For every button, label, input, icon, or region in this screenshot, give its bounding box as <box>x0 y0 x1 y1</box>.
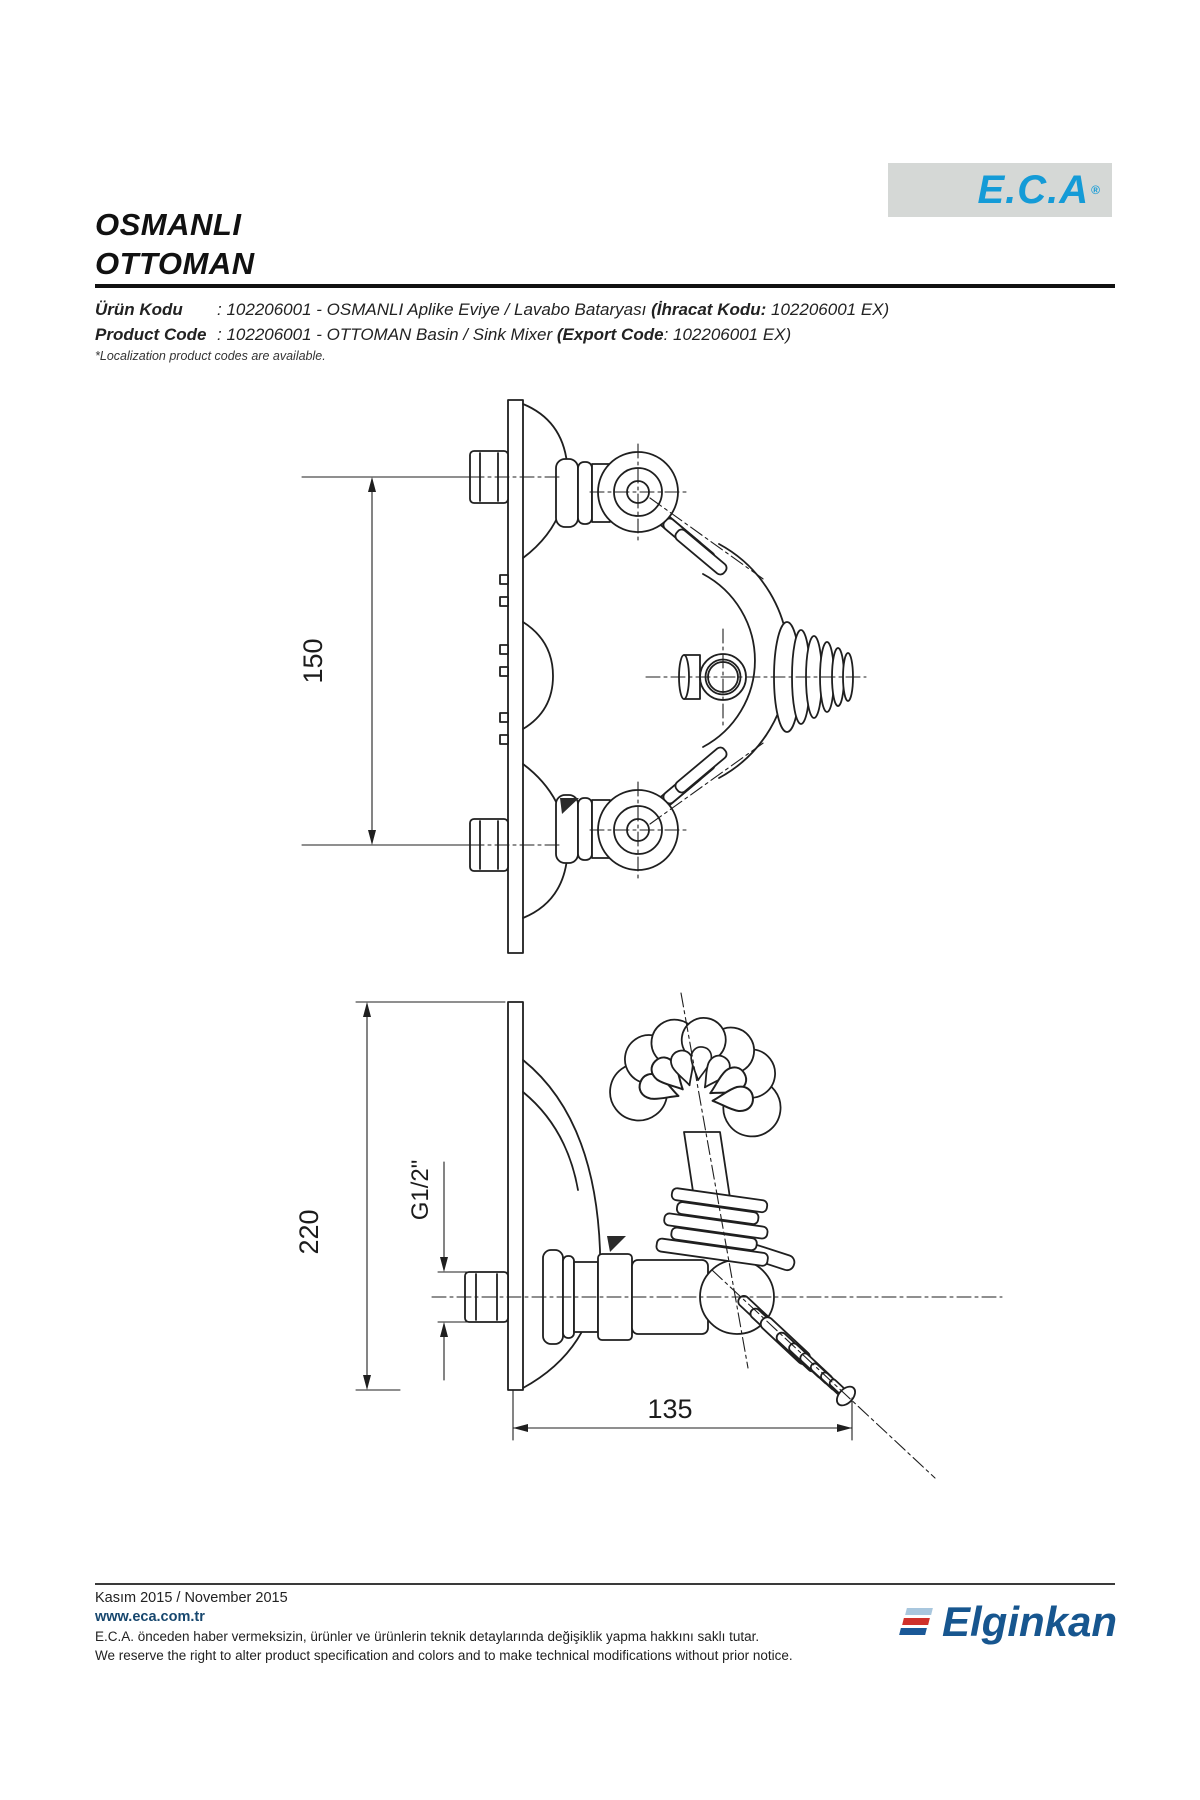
footer-website-link[interactable]: www.eca.com.tr <box>95 1609 205 1625</box>
export-code-value-tr: 102206001 EX) <box>766 300 890 319</box>
dimension-label-g12: G1/2" <box>407 1159 434 1221</box>
crown-handle <box>606 1006 791 1140</box>
product-code-value-tr: 102206001 - OSMANLI Aplike Eviye / Lavabo Bataryası <box>226 300 652 319</box>
side-wall-plate <box>508 1002 523 1390</box>
colon: : <box>217 325 227 344</box>
front-wall-plate <box>508 400 523 953</box>
export-code-label-en: (Export Code <box>556 325 664 344</box>
footer-disclaimer-tr: E.C.A. önceden haber vermeksizin, ürünler ve ürünlerin teknik detaylarında değişiklik yapma hakkını saklı tutar. <box>95 1629 760 1644</box>
export-code-label-tr: (İhracat Kodu: <box>651 300 767 319</box>
footer-date: Kasım 2015 / November 2015 <box>95 1590 288 1606</box>
registered-trademark-icon: ® <box>1091 183 1100 197</box>
footer-divider <box>95 1583 1115 1585</box>
product-code-value-en: 102206001 - OTTOMAN Basin / Sink Mixer <box>226 325 557 344</box>
eca-logo-text: E.C.A <box>977 167 1090 212</box>
export-code-value-en: : 102206001 EX) <box>663 325 792 344</box>
product-name-en: OTTOMAN <box>95 246 255 281</box>
product-code-label-en: Product Code <box>95 325 207 344</box>
dimension-label-135: 135 <box>647 1394 693 1424</box>
elginkan-logo <box>900 1598 1117 1646</box>
dimension-label-220: 220 <box>294 1209 324 1255</box>
footer-disclaimer-en: We reserve the right to alter product specification and colors and to make technical modifications without prior notice. <box>95 1648 793 1663</box>
localization-note: *Localization product codes are available. <box>95 349 326 363</box>
product-name-tr: OSMANLI <box>95 207 242 242</box>
elginkan-e-icon <box>900 1608 932 1638</box>
colon: : <box>217 300 227 319</box>
dimension-label-150: 150 <box>298 638 328 684</box>
product-code-label-tr: Ürün Kodu <box>95 300 183 319</box>
elginkan-logo-text: Elginkan <box>942 1598 1118 1645</box>
